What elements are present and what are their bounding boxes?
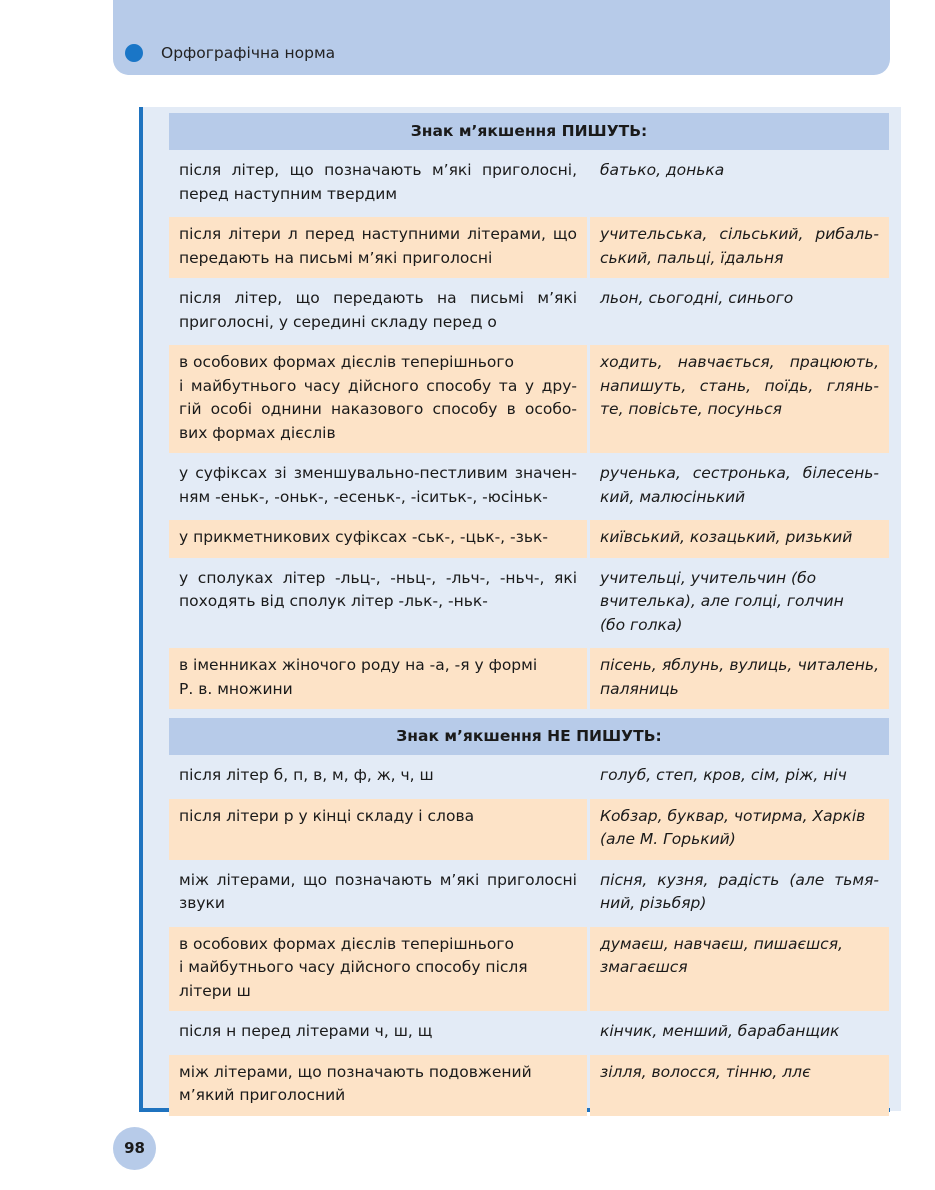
table-row [169, 561, 889, 646]
example-cell [590, 927, 889, 1012]
example-cell [590, 217, 889, 278]
page-number-badge: 98 [113, 1127, 156, 1170]
rule-cell [169, 281, 587, 342]
rule-cell [169, 799, 587, 860]
example-line: змагаєшся [600, 958, 688, 976]
example-line: кінчик, менший, барабанщик [600, 1022, 840, 1040]
rule-line: між літерами, що позначають м’які приголосні [179, 870, 577, 889]
rule-line: звуки [179, 894, 225, 912]
rule-cell [169, 863, 587, 924]
example-cell [590, 520, 889, 558]
rule-cell [169, 561, 587, 646]
example-line: ходить, навчається, працюють, [600, 353, 879, 371]
example-line: вчителька), але голці, голчин [600, 592, 844, 610]
rule-cell [169, 758, 587, 796]
table-row [169, 281, 889, 342]
example-line: кий, малюсінький [600, 487, 746, 506]
table-row [169, 1055, 889, 1116]
rule-cell [169, 520, 587, 558]
rule-cell [169, 1014, 587, 1052]
example-line: ний, різьбяр) [600, 894, 707, 912]
example-cell [590, 1014, 889, 1052]
example-line: (бо голка) [600, 615, 683, 634]
rule-line: гій особі однини наказового способу в особо- [179, 400, 577, 418]
table-row [169, 520, 889, 558]
table-row [169, 1014, 889, 1052]
table-row [169, 456, 889, 517]
rule-line: після літер, що позначають м’які приголосні, [179, 161, 577, 179]
rule-line: перед наступним твердим [179, 184, 398, 203]
rule-line: в особових формах дієслів теперішнього [179, 934, 515, 953]
example-line: пісень, яблунь, вулиць, читалень, [600, 656, 879, 674]
rule-line: у суфіксах зі зменшувально-пестливим значен- [179, 464, 577, 482]
example-line: батько, донька [600, 161, 725, 179]
example-line: (але М. Горький) [600, 830, 736, 848]
section-heading-not-write: Знак м’якшення НЕ ПИШУТЬ: [169, 718, 889, 755]
section-heading-write: Знак м’якшення ПИШУТЬ: [169, 113, 889, 150]
table-row [169, 758, 889, 796]
table-row [169, 153, 889, 214]
rule-line: і майбутнього часу дійсного способу після [179, 958, 528, 976]
example-line: Кобзар, буквар, чотирма, Харків [600, 806, 866, 825]
example-line: учительська, сільський, рибаль- [600, 225, 879, 243]
example-line: рученька, сестронька, білесень- [600, 464, 879, 482]
rule-line: і майбутнього часу дійсного способу та у дру- [179, 376, 577, 395]
example-cell [590, 456, 889, 517]
example-line: льон, сьогодні, синього [600, 289, 794, 307]
example-cell [590, 1055, 889, 1116]
panel-left-border [139, 107, 143, 1111]
rule-line: між літерами, що позначають подовжений [179, 1062, 532, 1081]
rule-cell [169, 1055, 587, 1116]
rule-cell [169, 456, 587, 517]
table-row [169, 863, 889, 924]
rule-cell [169, 153, 587, 214]
table-row [169, 799, 889, 860]
example-cell [590, 561, 889, 646]
table-row [169, 345, 889, 453]
table-row [169, 217, 889, 278]
example-cell [590, 863, 889, 924]
rule-cell [169, 927, 587, 1012]
soft-sign-rules-table [169, 113, 889, 1119]
rule-line: у сполуках літер -льц-, -ньц-, -льч-, -ньч-, які [179, 568, 577, 587]
rule-line: походять від сполук літер -льк-, -ньк- [179, 592, 488, 610]
rule-line: вих формах дієслів [179, 423, 336, 442]
example-line: напишуть, стань, поїдь, глянь- [600, 376, 879, 395]
rule-line: передають на письмі м’які приголосні [179, 248, 493, 267]
example-line: паляниць [600, 679, 679, 698]
rule-line: після літер, що передають на письмі м’які [179, 289, 577, 307]
example-line: голуб, степ, кров, сім, ріж, ніч [600, 766, 847, 784]
example-cell [590, 153, 889, 214]
chapter-title: Орфографічна норма [161, 44, 336, 62]
example-line: те, повісьте, посунься [600, 400, 782, 418]
example-line: київський, козацький, ризький [600, 528, 853, 546]
rule-line: у прикметникових суфіксах -ськ-, -цьк-, -зьк- [179, 528, 548, 546]
rule-line: в особових формах дієслів теперішнього [179, 353, 515, 371]
rule-line: м’який приголосний [179, 1086, 346, 1104]
rule-line: приголосні, у середині складу перед о [179, 312, 497, 331]
example-line: зілля, волосся, тінню, ллє [600, 1062, 811, 1081]
rule-cell [169, 648, 587, 709]
rule-line: літери ш [179, 981, 251, 1000]
rule-line: Р. в. множини [179, 679, 293, 698]
table-row [169, 648, 889, 709]
example-cell [590, 799, 889, 860]
rule-line: після літер б, п, в, м, ф, ж, ч, ш [179, 766, 434, 784]
example-line: ський, пальці, їдальня [600, 248, 784, 267]
example-cell [590, 281, 889, 342]
rule-line: ням -еньк-, -оньк-, -есеньк-, -іситьк-, -юсіньк- [179, 487, 548, 506]
example-cell [590, 648, 889, 709]
example-line: думаєш, навчаєш, пишаєшся, [600, 934, 843, 953]
example-line: пісня, кузня, радість (але тьмя- [600, 870, 879, 889]
rule-line: після літери л перед наступними літерами, що [179, 225, 577, 243]
rule-line: після н перед літерами ч, ш, щ [179, 1022, 433, 1040]
rule-line: після літери р у кінці складу і слова [179, 806, 475, 825]
rule-line: в іменниках жіночого роду на -а, -я у формі [179, 656, 538, 674]
table-row [169, 927, 889, 1012]
rules-panel [139, 107, 901, 1111]
chapter-header [113, 0, 890, 75]
example-cell [590, 345, 889, 453]
example-cell [590, 758, 889, 796]
rule-cell [169, 217, 587, 278]
rule-cell [169, 345, 587, 453]
example-line: учительці, учительчин (бо [600, 568, 817, 587]
bullet-dot-icon [125, 44, 143, 62]
